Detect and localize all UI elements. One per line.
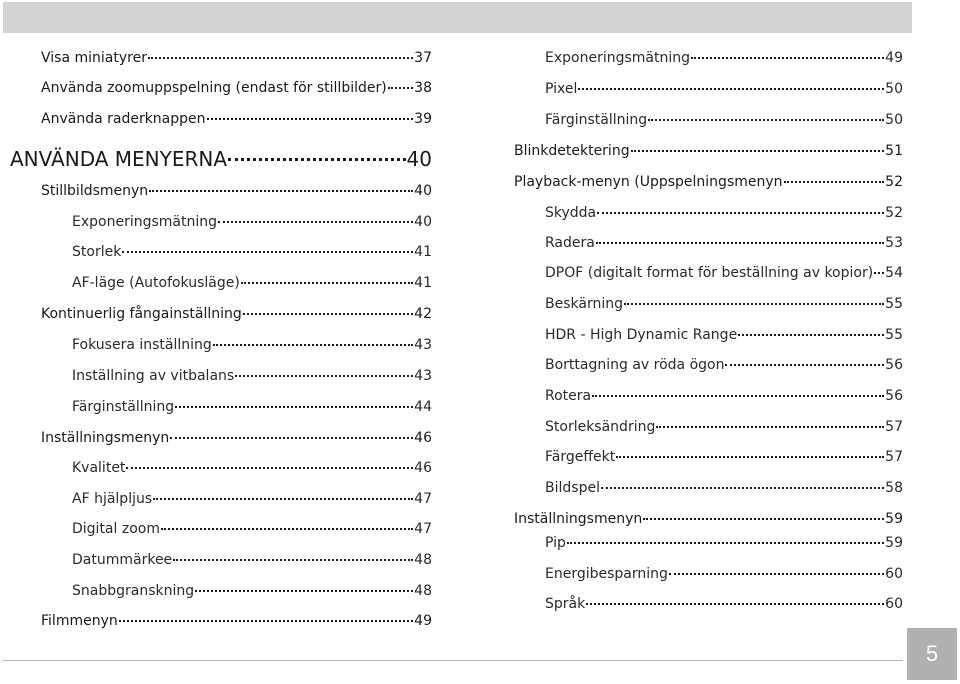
dot-leader: [597, 212, 884, 214]
toc-entry[interactable]: [545, 324, 903, 346]
toc-entry[interactable]: [72, 272, 432, 294]
toc-entry-page: 48: [414, 583, 432, 599]
toc-entry-page: 53: [885, 235, 903, 251]
toc-entry[interactable]: [72, 488, 432, 510]
toc-entry-page: 52: [885, 174, 903, 190]
toc-entry-label: AF hjälpljus: [72, 491, 153, 507]
dot-leader: [148, 57, 413, 59]
toc-entry[interactable]: [514, 171, 903, 193]
dot-leader: [616, 456, 884, 458]
toc-entry[interactable]: [72, 580, 432, 602]
toc-entry-page: 55: [885, 296, 903, 312]
toc-entry-label: Borttagning av röda ögon: [545, 357, 725, 373]
dot-leader: [578, 88, 884, 90]
toc-entry-label: Bildspel: [545, 480, 600, 496]
toc-entry-label: Kvalitet: [72, 460, 126, 476]
toc-entry-label: Pixel: [545, 81, 578, 97]
toc-entry-label: Färginställning: [545, 112, 648, 128]
toc-entry[interactable]: [41, 303, 432, 325]
toc-entry-page: 60: [885, 596, 903, 612]
toc-entry-label: Inställningsmenyn: [514, 511, 643, 527]
toc-entry-label: Visa miniatyrer: [41, 50, 147, 66]
toc-entry[interactable]: [545, 446, 903, 468]
toc-entry-page: 41: [414, 244, 432, 260]
toc-entry[interactable]: [545, 293, 903, 315]
toc-entry-page: 59: [885, 535, 903, 551]
toc-entry-page: 60: [885, 566, 903, 582]
toc-entry-label: Storleksändring: [545, 419, 656, 435]
dot-leader: [586, 603, 884, 605]
toc-entry[interactable]: [72, 334, 432, 356]
toc-entry-page: 51: [885, 143, 903, 159]
toc-entry-page: 47: [414, 521, 432, 537]
toc-entry-label: Beskärning: [545, 296, 623, 312]
dot-leader: [119, 620, 413, 622]
toc-entry-page: 47: [414, 491, 432, 507]
dot-leader: [874, 272, 884, 274]
toc-entry-page: 54: [885, 265, 903, 281]
toc-entry-label: Fokusera inställning: [72, 337, 212, 353]
toc-entry-label: Färgeffekt: [545, 449, 616, 465]
dot-leader: [126, 467, 413, 469]
toc-entry[interactable]: [41, 610, 432, 632]
toc-entry[interactable]: [545, 593, 903, 615]
toc-entry[interactable]: [545, 202, 903, 224]
toc-entry-page: 44: [414, 399, 432, 415]
toc-entry-label: Exponeringsmätning: [545, 50, 690, 66]
toc-entry-page: 59: [885, 511, 903, 527]
toc-entry-page: 52: [885, 205, 903, 221]
toc-entry-label: Blinkdetektering: [514, 143, 630, 159]
toc-entry-page: 57: [885, 449, 903, 465]
toc-entry-label: Snabbgranskning: [72, 583, 195, 599]
toc-entry-page: 49: [885, 50, 903, 66]
toc-entry-label: Rotera: [545, 388, 592, 404]
toc-entry[interactable]: [41, 47, 432, 69]
toc-entry-label: Exponeringsmätning: [72, 214, 217, 230]
page-number-badge: 5: [907, 628, 957, 680]
dot-leader: [218, 221, 413, 223]
dot-leader: [592, 395, 884, 397]
toc-entry[interactable]: [41, 77, 432, 99]
toc-entry-page: 43: [414, 368, 432, 384]
toc-entry-label: Energibesparning: [545, 566, 668, 582]
dot-leader: [235, 375, 413, 377]
dot-leader: [631, 150, 885, 152]
dot-leader: [567, 542, 884, 544]
toc-entry[interactable]: [41, 180, 432, 202]
dot-leader: [195, 590, 413, 592]
dot-leader: [601, 487, 884, 489]
toc-entry[interactable]: [72, 365, 432, 387]
dot-leader: [175, 406, 413, 408]
toc-entry-label: ANVÄNDA MENYERNA: [10, 147, 228, 171]
toc-entry-label: Storlek: [72, 244, 122, 260]
toc-entry[interactable]: [41, 108, 432, 130]
toc-entry[interactable]: [545, 532, 903, 554]
toc-entry-label: HDR - High Dynamic Range: [545, 327, 738, 343]
dot-leader: [122, 251, 413, 253]
dot-leader: [725, 364, 884, 366]
toc-entry-page: 40: [406, 147, 432, 171]
dot-leader: [648, 119, 884, 121]
toc-entry[interactable]: [72, 396, 432, 418]
dot-leader: [170, 437, 413, 439]
header-bar: [3, 2, 912, 33]
toc-entry-label: Filmmenyn: [41, 613, 118, 629]
dot-leader: [243, 313, 413, 315]
dot-leader: [241, 282, 413, 284]
toc-entry-label: Playback-menyn (Uppspelningsmenyn: [514, 174, 783, 190]
toc-entry-page: 40: [414, 214, 432, 230]
toc-entry-label: Använda raderknappen: [41, 111, 206, 127]
toc-entry[interactable]: [72, 211, 432, 233]
toc-entry-page: 48: [414, 552, 432, 568]
toc-entry-label: Radera: [545, 235, 595, 251]
dot-leader: [207, 118, 414, 120]
toc-entry-label: Datummärkee: [72, 552, 173, 568]
toc-entry[interactable]: [72, 518, 432, 540]
toc-entry[interactable]: [545, 262, 903, 284]
toc-entry-label: Pip: [545, 535, 566, 551]
dot-leader: [643, 518, 884, 520]
toc-entry-label: Digital zoom: [72, 521, 160, 537]
dot-leader: [153, 498, 413, 500]
toc-entry[interactable]: [545, 416, 903, 438]
toc-entry[interactable]: [545, 477, 903, 499]
toc-entry-page: 42: [414, 306, 432, 322]
toc-entry-label: DPOF (digitalt format för beställning av kopior): [545, 265, 874, 281]
dot-leader: [624, 303, 884, 305]
toc-entry-page: 56: [885, 357, 903, 373]
toc-entry-label: Kontinuerlig fångainställning: [41, 306, 242, 322]
toc-entry-label: Inställningsmenyn: [41, 430, 170, 446]
toc-entry[interactable]: [545, 354, 903, 376]
toc-entry[interactable]: [545, 563, 903, 585]
toc-entry-page: 39: [414, 111, 432, 127]
toc-entry-label: Stillbildsmenyn: [41, 183, 149, 199]
toc-entry-label: Färginställning: [72, 399, 175, 415]
toc-section-heading[interactable]: [10, 145, 432, 173]
toc-entry[interactable]: [545, 78, 903, 100]
toc-entry-page: 56: [885, 388, 903, 404]
toc-entry[interactable]: [545, 109, 903, 131]
toc-entry-page: 43: [414, 337, 432, 353]
toc-entry-page: 41: [414, 275, 432, 291]
dot-leader: [173, 559, 413, 561]
dot-leader: [784, 181, 885, 183]
toc-entry[interactable]: [72, 241, 432, 263]
toc-entry[interactable]: [514, 140, 903, 162]
toc-entry-label: Använda zoomuppspelning (endast för stillbilder): [41, 80, 387, 96]
toc-entry-label: Språk: [545, 596, 586, 612]
toc-entry-page: 50: [885, 112, 903, 128]
dot-leader: [738, 334, 884, 336]
toc-entry-page: 37: [414, 50, 432, 66]
toc-entry[interactable]: [72, 549, 432, 571]
dot-leader: [596, 242, 884, 244]
toc-entry-page: 57: [885, 419, 903, 435]
toc-entry-page: 50: [885, 81, 903, 97]
toc-entry-page: 46: [414, 430, 432, 446]
toc-entry-page: 58: [885, 480, 903, 496]
dot-leader: [691, 57, 884, 59]
toc-entry-page: 55: [885, 327, 903, 343]
dot-leader: [161, 528, 413, 530]
toc-entry-page: 38: [414, 80, 432, 96]
toc-entry-label: Skydda: [545, 205, 597, 221]
toc-entry[interactable]: [72, 457, 432, 479]
dot-leader: [228, 158, 406, 161]
dot-leader: [213, 344, 413, 346]
dot-leader: [149, 190, 413, 192]
dot-leader: [669, 573, 884, 575]
toc-entry[interactable]: [545, 232, 903, 254]
dot-leader: [656, 426, 884, 428]
toc-entry-page: 40: [414, 183, 432, 199]
toc-entry-page: 46: [414, 460, 432, 476]
toc-entry-page: 49: [414, 613, 432, 629]
toc-entry[interactable]: [545, 385, 903, 407]
toc-entry[interactable]: [545, 47, 903, 69]
toc-entry-label: AF-läge (Autofokusläge): [72, 275, 240, 291]
footer-divider: [3, 660, 903, 661]
dot-leader: [388, 87, 413, 89]
toc-entry[interactable]: [514, 508, 903, 530]
toc-entry-label: Inställning av vitbalans: [72, 368, 235, 384]
toc-entry[interactable]: [41, 427, 432, 449]
